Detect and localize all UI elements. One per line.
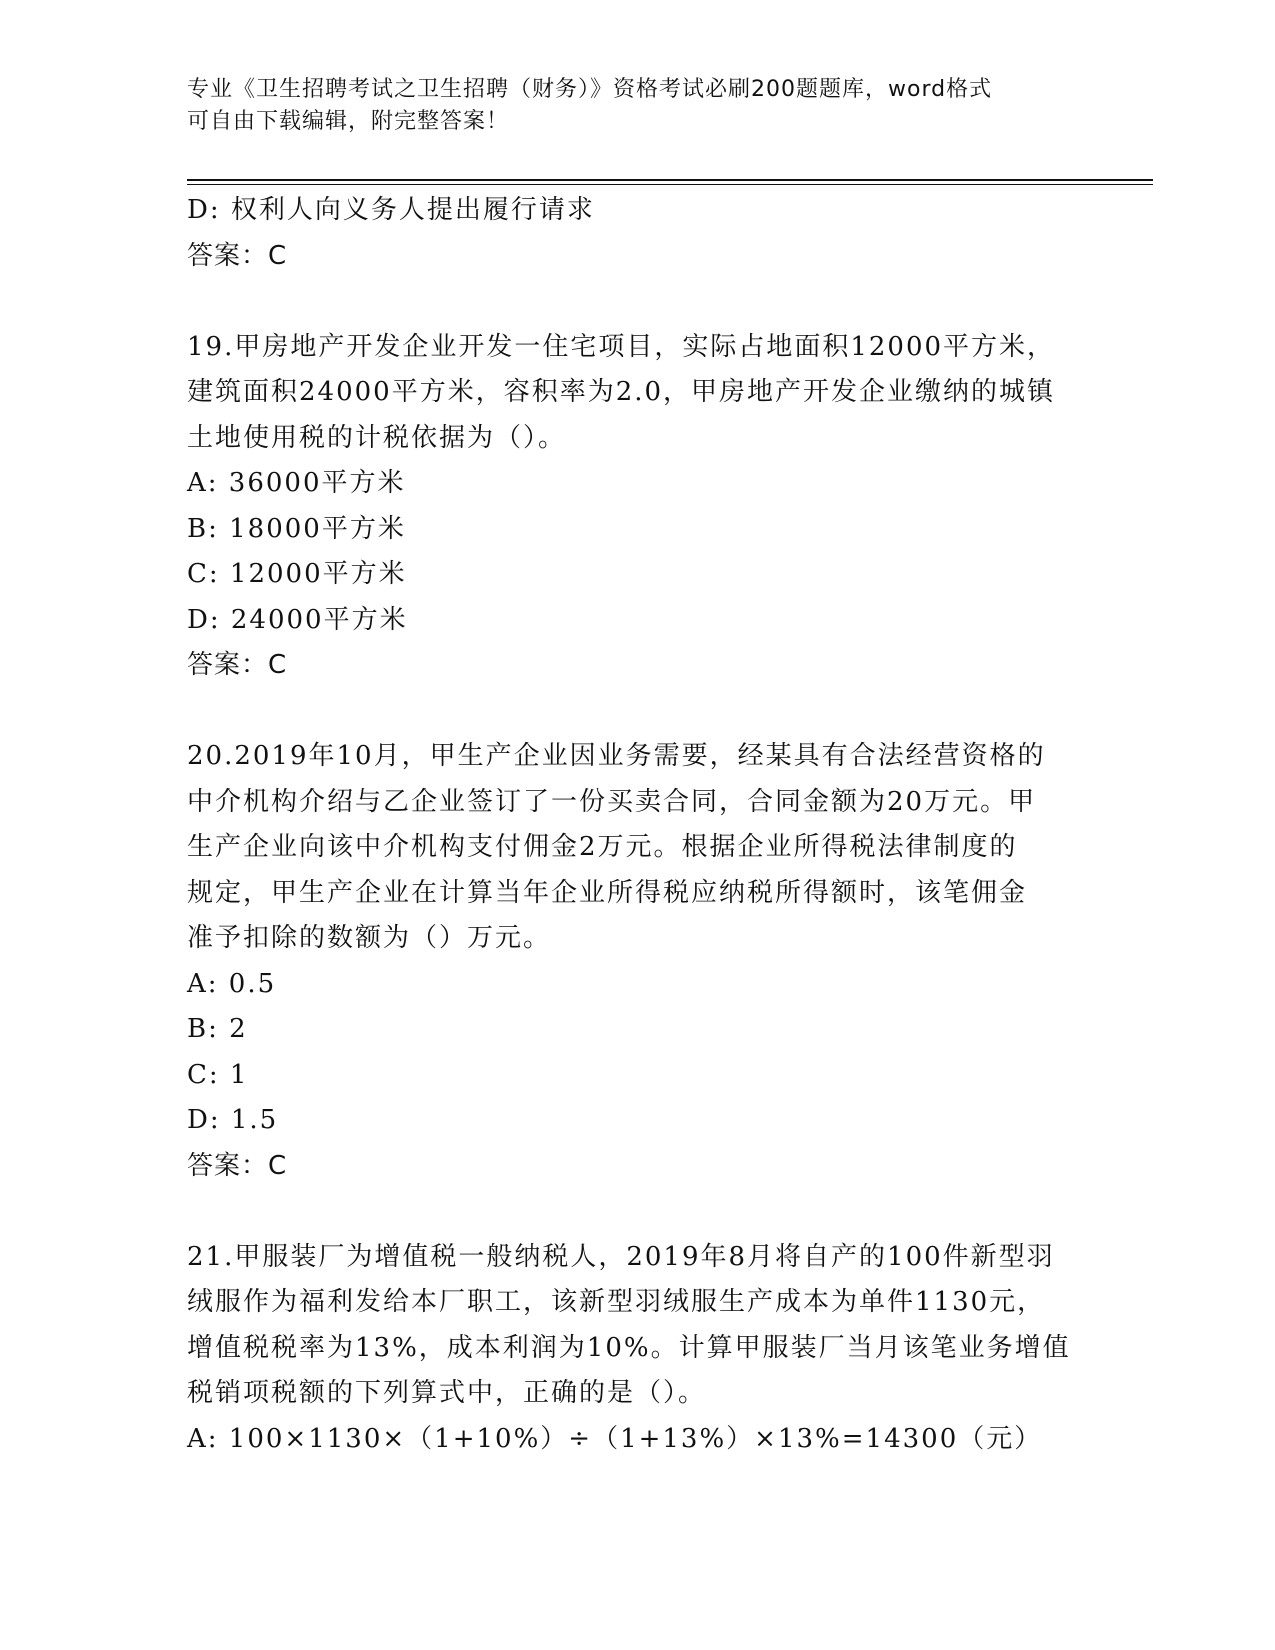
option-d: D: 24000平方米 [187,604,408,635]
answer-line: 答案：C [187,240,288,271]
option-d: D: 权利人向义务人提出履行请求 [187,195,595,225]
question-stem-line: 规定，甲生产企业在计算当年企业所得税应纳税所得额时，该笔佣金 [187,877,1028,908]
question-stem-line: 绒服作为福利发给本厂职工，该新型羽绒服生产成本为单件1130元， [187,1287,1046,1317]
question-19 [187,325,1087,689]
question-stem-line: 税销项税额的下列算式中，正确的是（）。 [187,1378,707,1408]
option-a: A: 0.5 [187,968,277,999]
option-c: C: 1 [187,1059,249,1090]
question-20 [187,734,1087,1189]
option-b: B: 18000平方米 [187,513,406,544]
question-stem-line: 增值税税率为13%，成本利润为10%。计算甲服装厂当月该笔业务增值 [187,1332,1071,1363]
document-body [187,188,1087,1462]
spacer [187,1189,1087,1235]
spacer [187,279,1087,325]
question-stem-line: 土地使用税的计税依据为（）。 [187,422,567,453]
page-header [187,74,1087,138]
answer-line: 答案：C [187,1150,288,1181]
previous-question-tail [187,188,1087,279]
question-stem-line: 建筑面积24000平方米，容积率为2.0，甲房地产开发企业缴纳的城镇 [187,377,1056,407]
header-divider-thin [187,184,1153,185]
spacer [187,689,1087,735]
question-21 [187,1235,1087,1463]
option-d: D: 1.5 [187,1105,279,1135]
option-a: A: 100×1130×（1+10%）÷（1+13%）×13%=14300（元） [187,1423,1043,1454]
question-stem-line: 中介机构介绍与乙企业签订了一份买卖合同，合同金额为20万元。甲 [187,786,1037,817]
option-b: B: 2 [187,1014,248,1044]
answer-line: 答案：C [187,650,288,680]
option-a: A: 36000平方米 [187,468,406,498]
question-stem-line: 19.甲房地产开发企业开发一住宅项目，实际占地面积12000平方米， [187,331,1056,362]
question-stem-line: 准予扣除的数额为（）万元。 [187,923,552,953]
header-divider-thick [187,179,1153,181]
option-c: C: 12000平方米 [187,559,407,589]
question-stem-line: 20.2019年10月，甲生产企业因业务需要，经某具有合法经营资格的 [187,741,1046,771]
question-stem-line: 生产企业向该中介机构支付佣金2万元。根据企业所得税法律制度的 [187,832,1018,862]
question-stem-line: 21.甲服装厂为增值税一般纳税人，2019年8月将自产的100件新型羽 [187,1241,1055,1272]
header-title-line-1: 专业《卫生招聘考试之卫生招聘（财务）》资格考试必刷200题题库，word格式 [187,77,993,102]
header-title-line-2: 可自由下载编辑，附完整答案！ [187,109,510,134]
